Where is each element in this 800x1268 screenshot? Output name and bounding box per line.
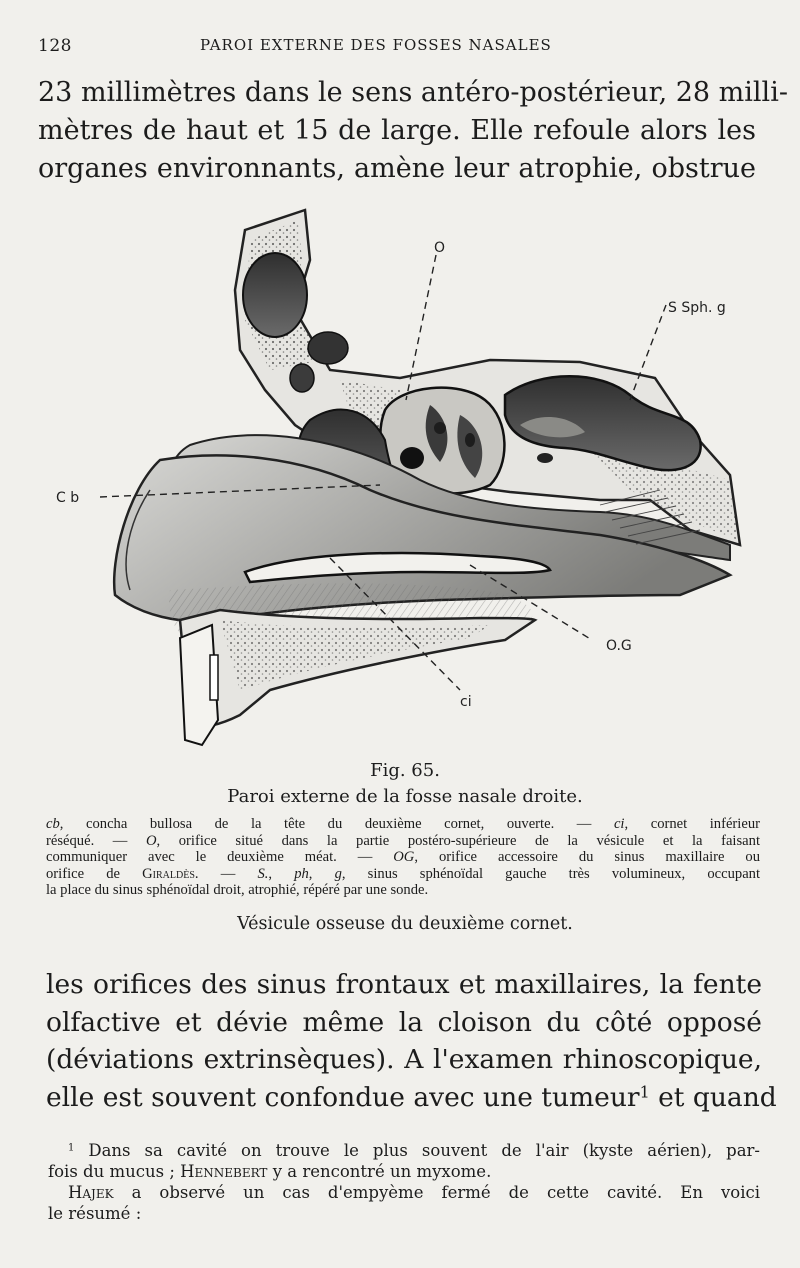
running-title: PAROI EXTERNE DES FOSSES NASALES xyxy=(200,36,552,54)
figure-title: Paroi externe de la fosse nasale droite. xyxy=(227,786,583,807)
legend-author: Giraldès xyxy=(142,865,195,882)
figure-legend xyxy=(46,816,760,899)
body-text-top xyxy=(38,74,788,188)
body-text-bottom xyxy=(46,966,777,1116)
legend-text: orifice de xyxy=(46,865,143,882)
body-line: mètres de haut et 15 de large. Elle refoule alors les xyxy=(38,115,756,146)
legend-text: , orifice accessoire du sinus maxillaire ou xyxy=(414,849,761,866)
figure-label-ci: ci xyxy=(460,694,472,710)
footnote-number: 1 xyxy=(68,1142,75,1154)
legend-term: O xyxy=(145,832,157,849)
footnote-line xyxy=(48,1182,760,1203)
footnote-author: Hajek xyxy=(68,1183,114,1202)
footnote-text: y a rencontré un myxome. xyxy=(267,1162,492,1181)
footnote-line xyxy=(48,1161,760,1182)
legend-term: g xyxy=(334,865,342,882)
legend-text: , cornet inférieur xyxy=(624,816,760,832)
footnote-text: Dans sa cavité on trouve le plus souvent de l'air (kyste aérien), par- xyxy=(74,1141,760,1160)
legend-term: ci xyxy=(613,816,625,832)
legend-term: S. xyxy=(257,865,269,882)
legend-line xyxy=(46,816,760,833)
anatomical-figure xyxy=(40,200,760,760)
figure-label-og: O.G xyxy=(606,638,632,654)
legend-text: , orifice situé dans la partie postéro-supérieure de la vésicule et la faisant xyxy=(156,832,761,849)
legend-text: , sinus sphénoïdal gauche très volumineux, occupant xyxy=(341,865,761,882)
footnote-author: Hennebert xyxy=(180,1162,268,1181)
footnote-marker[interactable]: 1 xyxy=(639,1081,650,1101)
figure-number: Fig. 65. xyxy=(370,760,440,781)
body-line xyxy=(46,1079,777,1117)
figure-label-cb: C b xyxy=(56,490,80,506)
legend-term: ph xyxy=(294,865,309,882)
legend-line xyxy=(46,866,760,883)
figure-sub-caption: Vésicule osseuse du deuxième cornet. xyxy=(237,914,573,934)
body-line: les orifices des sinus frontaux et maxillaires, la fente xyxy=(46,969,762,1000)
legend-term: OG xyxy=(393,849,415,866)
body-text-segment: elle est souvent confondue avec une tumeur xyxy=(46,1081,640,1113)
legend-term: cb xyxy=(46,816,60,832)
page-number: 128 xyxy=(38,36,72,56)
figure-label-o: O xyxy=(434,240,446,256)
legend-text: , xyxy=(268,865,295,882)
nasal-wall-illustration xyxy=(40,200,760,760)
footnote-line: le résumé : xyxy=(48,1204,142,1223)
legend-text: , xyxy=(308,865,335,882)
footnote-text: fois du mucus ; xyxy=(48,1162,181,1181)
footnote-text: a observé un cas d'empyème fermé de cette cavité. En voici xyxy=(113,1183,760,1202)
body-line: olfactive et dévie même la cloison du côté opposé xyxy=(46,1006,762,1038)
body-line: organes environnants, amène leur atrophie, obstrue xyxy=(38,153,756,184)
body-line: 23 millimètres dans le sens antéro-postérieur, 28 milli- xyxy=(38,77,788,108)
legend-text: . — xyxy=(194,865,258,882)
legend-text: communiquer avec le deuxième méat. — xyxy=(46,849,394,866)
figure-label-ssph: S Sph. g xyxy=(668,300,726,316)
body-line: (déviations extrinsèques). A l'examen rhinoscopique, xyxy=(46,1044,762,1075)
legend-line xyxy=(46,849,760,866)
legend-line xyxy=(46,833,760,850)
footnote-line xyxy=(48,1140,760,1161)
frontal-sinus-cavity xyxy=(243,253,307,337)
legend-text: , concha bullosa de la tête du deuxième cornet, ouverte. — xyxy=(59,816,614,832)
footnotes xyxy=(48,1140,760,1224)
legend-text: réséqué. — xyxy=(46,832,146,849)
body-text-segment: et quand xyxy=(649,1081,777,1113)
legend-line: la place du sinus sphénoïdal droit, atrophié, répéré par une sonde. xyxy=(46,882,429,899)
